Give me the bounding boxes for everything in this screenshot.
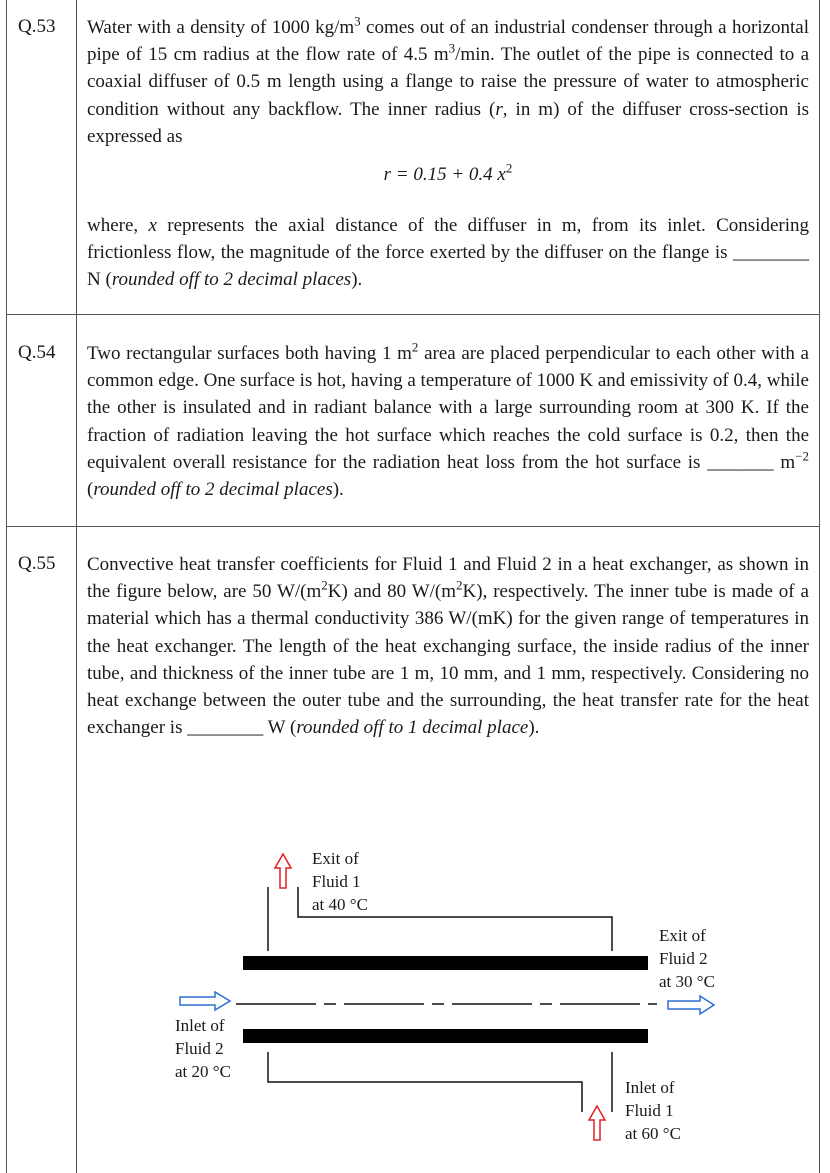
question-number-55: Q.55 <box>18 553 56 574</box>
outer-tube-bottom-wall <box>268 1052 582 1112</box>
label-inlet-fluid2: Inlet of Fluid 2 at 20 °C <box>175 1016 231 1081</box>
question-text-53: Water with a density of 1000 $kg/m^3$ comes out of an industrial condenser through a horizontal pipe of 15 cm radius at the flow rate of 4.5 $m^3/\min$. The outlet of the pipe is connected to a coaxial diffuser of 0.5 m length using a flange to raise the pressure of water to atmospheric condition without any backflow. The inner radius (r, in m) of the diffuser cross-section is expressed as <box>87 13 810 147</box>
question-number-54: Q.54 <box>18 342 56 363</box>
fluid2-inlet-arrow-icon <box>180 992 230 1010</box>
inner-tube-top-wall <box>243 956 648 970</box>
question-text-54: Two rectangular surfaces both having 1 $m^2$ area are placed perpendicular to each other with a common edge. One surface is hot, having a temperature of 1000 K and emissivity of 0.4, while the other is insulated and in radiant balance with a large surrounding room at 300 K. If the fraction of radiation leaving the hot surface which reaches the cold surface is 0.2, then the equivalent overall resistance for the radiation heat loss from the hot surface is _______ $m^{-2}$ (rounded off to 2 decimal places). <box>87 339 809 501</box>
question-number-53: Q.53 <box>18 16 56 37</box>
question-text-53-continued: where, x represents the axial distance of the diffuser in m, from its inlet. Considering frictionless flow, the magnitude of the force exerted by the diffuser on the flange is ________ N (rounded off to 2 decimal places). <box>87 215 809 291</box>
label-exit-fluid2: Exit of Fluid 2 at 30 °C <box>659 926 715 991</box>
fluid2-exit-arrow-icon <box>668 996 714 1014</box>
fluid1-exit-arrow-icon <box>275 854 291 888</box>
fluid1-inlet-arrow-icon <box>589 1106 605 1140</box>
label-inlet-fluid1: Inlet of Fluid 1 at 60 °C <box>625 1078 681 1143</box>
question-text-55: Convective heat transfer coefficients for Fluid 1 and Fluid 2 in a heat exchanger, as shown in the figure below, are 50 $W/(m^2K)$ and 80 $W/(m^2K)$, respectively. The inner tube is made of a material which has a thermal conductivity 386 W/(mK) for the given range of temperatures in the heat exchanger. The length of the heat exchanging surface, the inside radius of the inner tube, and thickness of the inner tube are 1 m, 10 mm, and 1 mm, respectively. Considering no heat exchange between the outer tube and the surrounding, the heat transfer rate for the heat exchanger is ________ W (rounded off to 1 decimal place). <box>87 554 809 739</box>
diffuser-radius-equation: r = 0.15 + 0.4 $x^2$ <box>383 160 513 185</box>
label-exit-fluid1: Exit of Fluid 1 at 40 °C <box>312 849 368 914</box>
inner-tube-bottom-wall <box>243 1029 648 1043</box>
